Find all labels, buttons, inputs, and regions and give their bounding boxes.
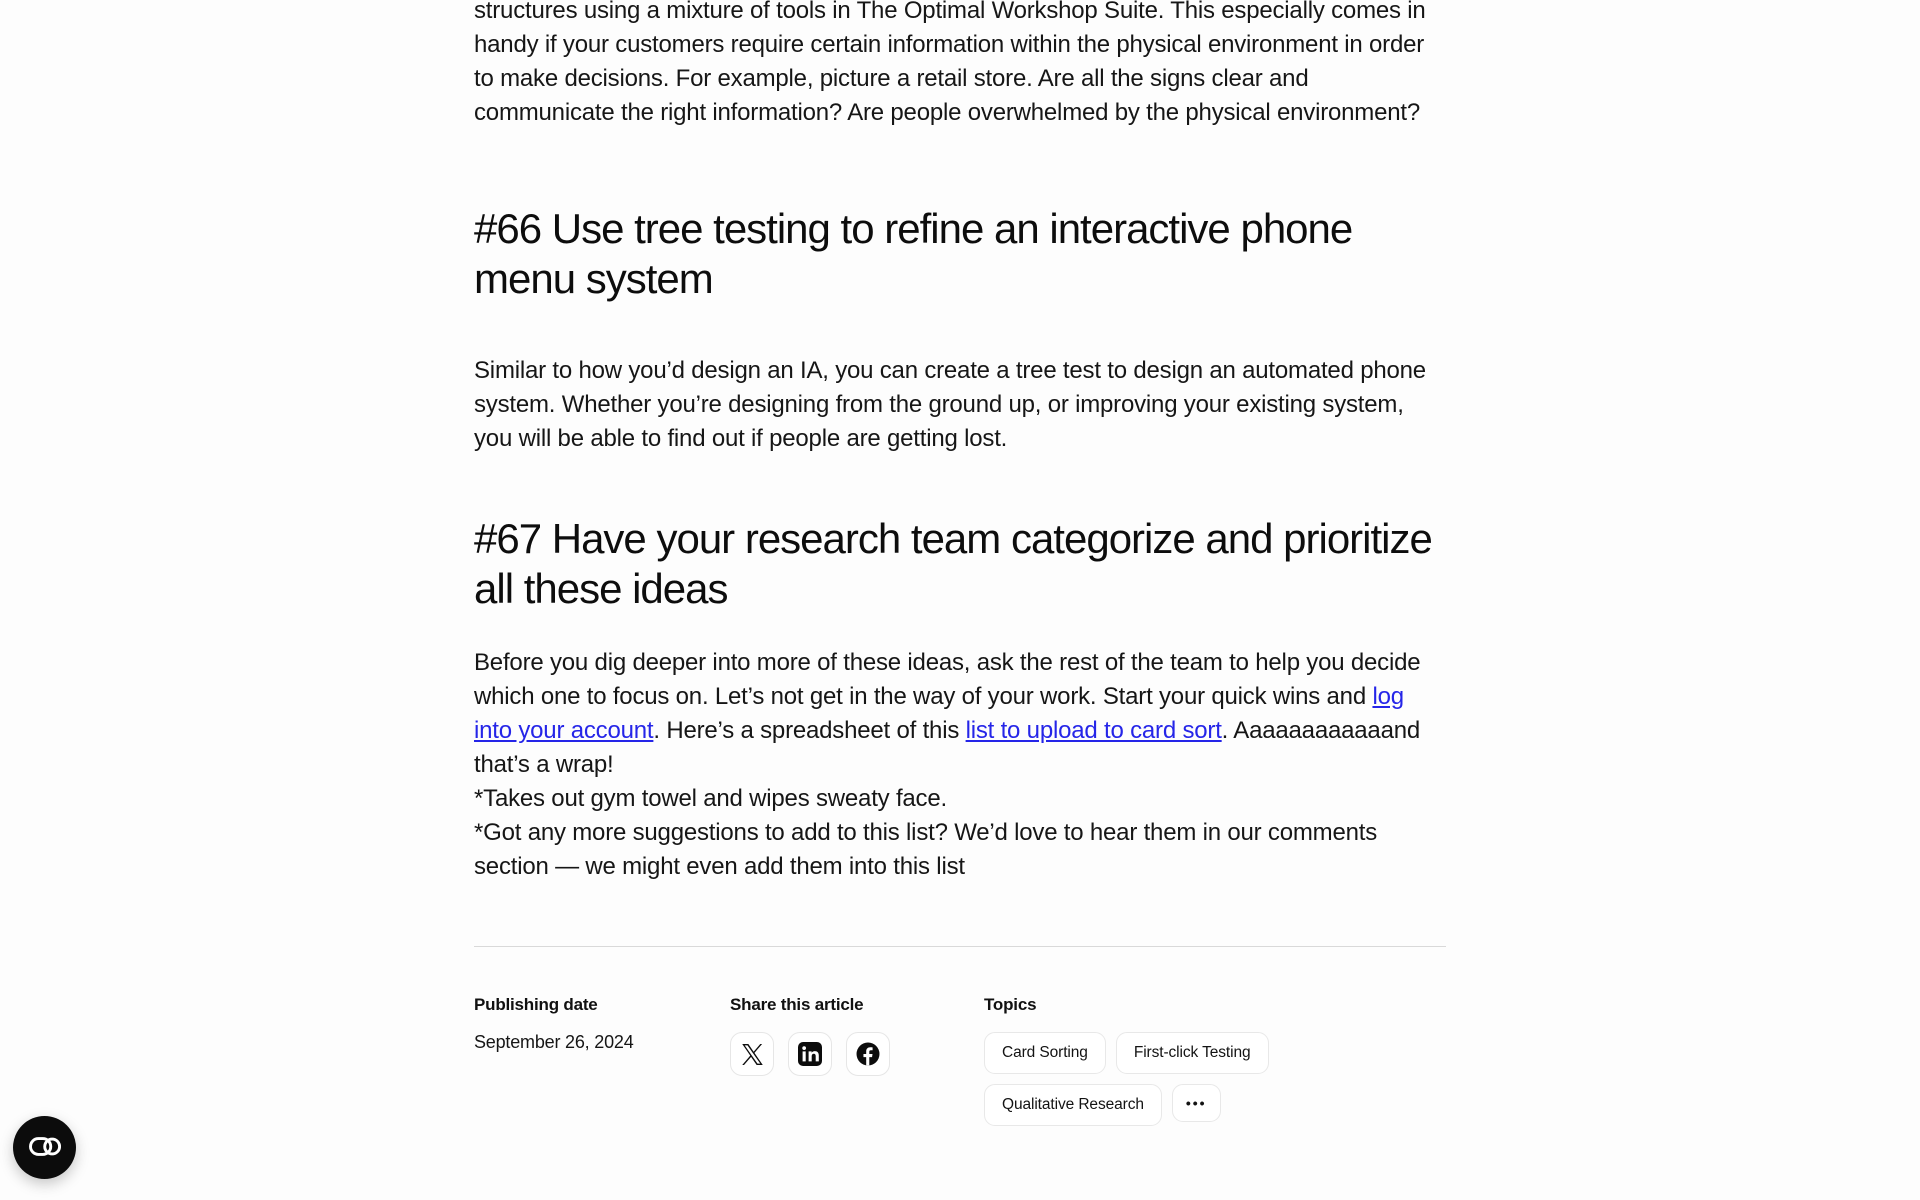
publishing-date-column <box>474 995 730 1053</box>
publishing-date-value: September 26, 2024 <box>474 1032 634 1052</box>
topics-list <box>984 1032 1429 1126</box>
x-icon <box>742 1044 763 1065</box>
topic-pill-qualitative-research[interactable]: Qualitative Research <box>984 1084 1162 1126</box>
closing-paragraph <box>474 646 1446 884</box>
share-x-button[interactable] <box>730 1032 774 1076</box>
card-sort-list-link[interactable]: list to upload to card sort <box>965 717 1222 744</box>
section-67-heading: #67 Have your research team categorize and prioritize all these ideas <box>474 515 1432 612</box>
closing-towel-line: *Takes out gym towel and wipes sweaty face. <box>474 785 947 812</box>
article-content <box>474 0 1446 1126</box>
linkedin-icon <box>798 1042 822 1066</box>
closing-text-2: . Here’s a spreadsheet of this <box>653 717 966 744</box>
topic-pill-first-click-testing[interactable]: First-click Testing <box>1116 1032 1269 1074</box>
footer-divider <box>474 946 1446 947</box>
closing-text-3: . Aaaaaaaaaaaand that’s a wrap! <box>474 717 1421 778</box>
closing-text-1: Before you dig deeper into more of these ideas, ask the rest of the team to help you decide which one to focus on. Let’s not get in the way of your work. Start your quick wins and <box>474 649 1421 710</box>
section-66-paragraph: Similar to how you’d design an IA, you can create a tree test to design an automated phone system. Whether you’re designing from the ground up, or improving your existing system, you will be able to find out if people are getting lost. <box>474 357 1426 452</box>
share-linkedin-button[interactable] <box>788 1032 832 1076</box>
intro-paragraph: structures using a mixture of tools in The Optimal Workshop Suite. This especially comes in handy if your customers require certain information within the physical environment in order to make decisions. For example, picture a retail store. Are all the signs clear and communicate the right information? Are people overwhelmed by the physical environment? <box>474 0 1426 126</box>
share-column <box>730 995 984 1076</box>
section-66-heading: #66 Use tree testing to refine an interactive phone menu system <box>474 205 1353 302</box>
chat-widget-button[interactable] <box>13 1116 76 1179</box>
closing-suggestions-line: *Got any more suggestions to add to this list? We’d love to hear them in our comments section — we might even add them into this list <box>474 819 1378 880</box>
share-label: Share this article <box>730 995 864 1014</box>
topic-pill-card-sorting[interactable]: Card Sorting <box>984 1032 1106 1074</box>
article-footer <box>474 995 1446 1126</box>
topics-column <box>984 995 1446 1126</box>
share-facebook-button[interactable] <box>846 1032 890 1076</box>
publishing-date-label: Publishing date <box>474 995 598 1014</box>
optimal-workshop-logo-icon <box>29 1137 61 1159</box>
topics-label: Topics <box>984 995 1037 1014</box>
log-into-account-link[interactable]: log into your account <box>474 683 1404 744</box>
share-buttons <box>730 1032 984 1076</box>
topics-more-button[interactable]: ••• <box>1172 1084 1221 1122</box>
facebook-icon <box>855 1041 881 1067</box>
